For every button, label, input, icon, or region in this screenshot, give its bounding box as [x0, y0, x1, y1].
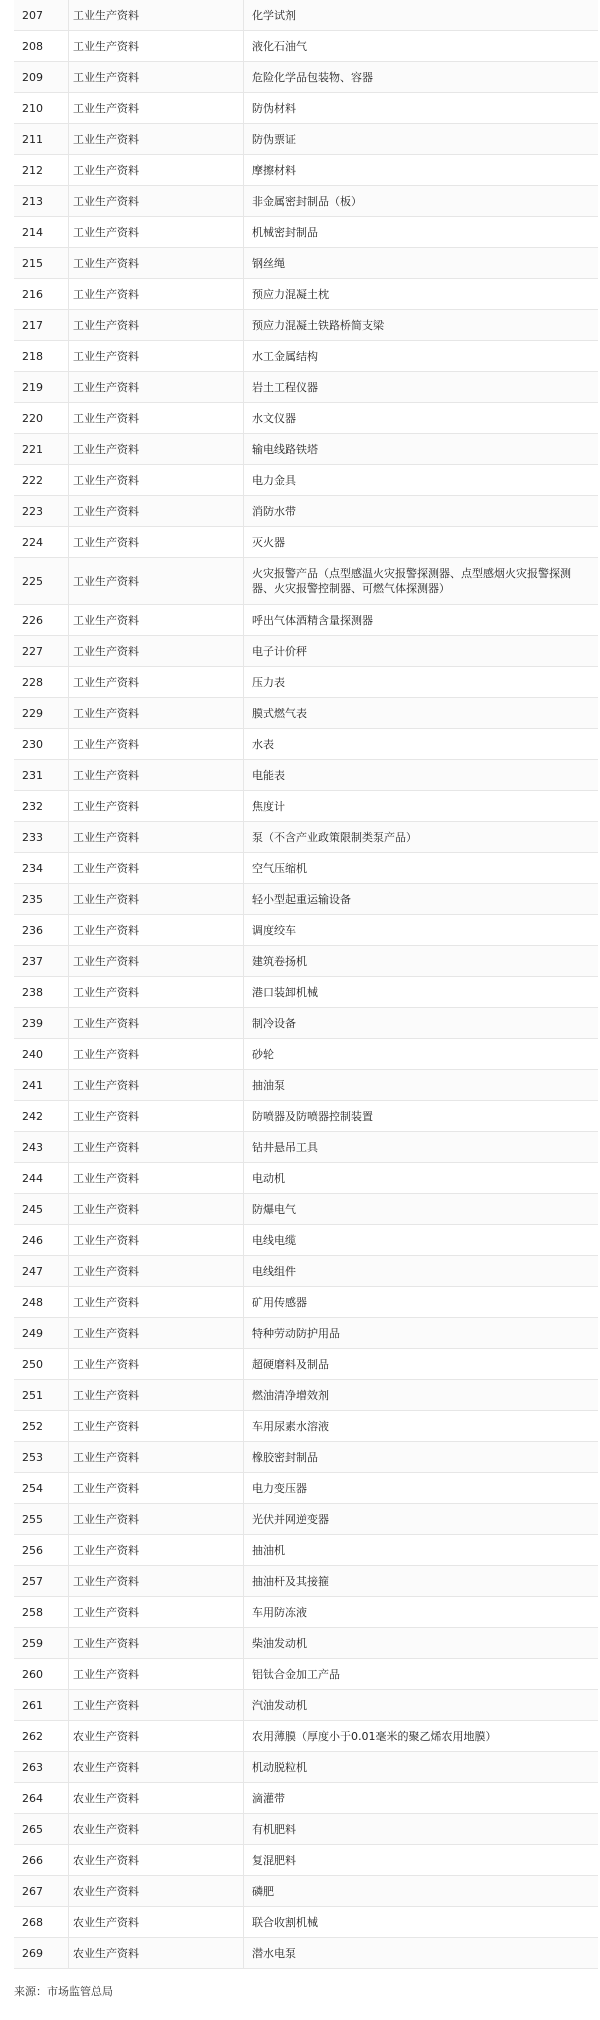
row-number: 222 [14, 465, 69, 495]
row-product-name: 燃油清净增效剂 [252, 1388, 329, 1402]
table-row [14, 1070, 598, 1101]
row-category: 工业生产资料 [69, 1287, 244, 1317]
row-number: 252 [14, 1411, 69, 1441]
table-row [14, 1845, 598, 1876]
table-row [14, 1039, 598, 1070]
row-number: 236 [14, 915, 69, 945]
row-product-name: 空气压缩机 [252, 861, 307, 875]
table-row [14, 434, 598, 465]
row-number: 214 [14, 217, 69, 247]
row-product-name: 橡胶密封制品 [252, 1450, 318, 1464]
row-number: 219 [14, 372, 69, 402]
table-row [14, 465, 598, 496]
table-row [14, 853, 598, 884]
row-number: 261 [14, 1690, 69, 1720]
row-product-name: 非金属密封制品（板） [252, 194, 362, 208]
row-category: 农业生产资料 [69, 1721, 244, 1751]
row-category: 工业生产资料 [69, 1256, 244, 1286]
row-number: 262 [14, 1721, 69, 1751]
table-row [14, 217, 598, 248]
row-number: 239 [14, 1008, 69, 1038]
table-row [14, 372, 598, 403]
row-number: 237 [14, 946, 69, 976]
row-category: 工业生产资料 [69, 822, 244, 852]
row-product-name: 制冷设备 [252, 1016, 296, 1030]
row-product-name: 预应力混凝土枕 [252, 287, 329, 301]
row-product-name: 有机肥料 [252, 1822, 296, 1836]
table-row [14, 1814, 598, 1845]
row-category: 工业生产资料 [69, 155, 244, 185]
row-product-name: 化学试剂 [252, 8, 296, 22]
row-number: 220 [14, 403, 69, 433]
row-category: 工业生产资料 [69, 1008, 244, 1038]
row-category: 工业生产资料 [69, 558, 244, 604]
table-row [14, 1132, 598, 1163]
row-number: 264 [14, 1783, 69, 1813]
row-product-name: 机动脱粒机 [252, 1760, 307, 1774]
row-category: 工业生产资料 [69, 62, 244, 92]
row-product-name: 潜水电泵 [252, 1946, 296, 1960]
row-product-name: 建筑卷扬机 [252, 954, 307, 968]
row-number: 211 [14, 124, 69, 154]
row-product-name: 预应力混凝土铁路桥简支梁 [252, 318, 384, 332]
row-number: 258 [14, 1597, 69, 1627]
row-category: 工业生产资料 [69, 1318, 244, 1348]
table-row [14, 822, 598, 853]
row-product-name: 铝钛合金加工产品 [252, 1667, 340, 1681]
row-product-name: 火灾报警产品（点型感温火灾报警探测器、点型感烟火灾报警探测器、火灾报警控制器、可燃气体探测器） [252, 567, 571, 595]
row-product-name: 防伪票证 [252, 132, 296, 146]
row-product-name: 岩土工程仪器 [252, 380, 318, 394]
row-product-name: 农用薄膜（厚度小于0.01毫米的聚乙烯农用地膜） [252, 1729, 497, 1743]
table-row [14, 1597, 598, 1628]
row-number: 243 [14, 1132, 69, 1162]
row-product-name: 联合收割机械 [252, 1915, 318, 1929]
row-product-name: 呼出气体酒精含量探测器 [252, 613, 373, 627]
row-number: 240 [14, 1039, 69, 1069]
row-number: 249 [14, 1318, 69, 1348]
row-number: 235 [14, 884, 69, 914]
row-category: 农业生产资料 [69, 1907, 244, 1937]
table-row [14, 667, 598, 698]
row-product-name: 抽油机 [252, 1543, 285, 1557]
row-category: 工业生产资料 [69, 1690, 244, 1720]
table-row [14, 186, 598, 217]
row-category: 工业生产资料 [69, 1380, 244, 1410]
table-row [14, 62, 598, 93]
table-row [14, 1225, 598, 1256]
table-row [14, 946, 598, 977]
row-product-name: 汽油发动机 [252, 1698, 307, 1712]
table-row [14, 1690, 598, 1721]
table-row [14, 884, 598, 915]
row-category: 工业生产资料 [69, 527, 244, 557]
row-product-name: 电能表 [252, 768, 285, 782]
row-category: 工业生产资料 [69, 1597, 244, 1627]
row-category: 工业生产资料 [69, 636, 244, 666]
row-product-name: 压力表 [252, 675, 285, 689]
table-row [14, 1008, 598, 1039]
row-product-name: 机械密封制品 [252, 225, 318, 239]
row-number: 223 [14, 496, 69, 526]
row-category: 工业生产资料 [69, 341, 244, 371]
row-product-name: 防喷器及防喷器控制装置 [252, 1109, 373, 1123]
row-category: 农业生产资料 [69, 1783, 244, 1813]
table-row [14, 1628, 598, 1659]
row-product-name: 焦度计 [252, 799, 285, 813]
row-category: 农业生产资料 [69, 1845, 244, 1875]
table-row [14, 341, 598, 372]
row-number: 208 [14, 31, 69, 61]
table-row [14, 155, 598, 186]
row-category: 工业生产资料 [69, 1628, 244, 1658]
row-product-name: 抽油杆及其接箍 [252, 1574, 329, 1588]
row-category: 工业生产资料 [69, 217, 244, 247]
row-category: 工业生产资料 [69, 946, 244, 976]
row-number: 256 [14, 1535, 69, 1565]
row-category: 工业生产资料 [69, 1566, 244, 1596]
row-product-name: 防伪材料 [252, 101, 296, 115]
row-number: 209 [14, 62, 69, 92]
table-row [14, 977, 598, 1008]
row-number: 246 [14, 1225, 69, 1255]
row-category: 工业生产资料 [69, 403, 244, 433]
row-category: 工业生产资料 [69, 372, 244, 402]
row-number: 210 [14, 93, 69, 123]
row-number: 265 [14, 1814, 69, 1844]
table-row [14, 1473, 598, 1504]
row-product-name: 港口装卸机械 [252, 985, 318, 999]
table-row [14, 760, 598, 791]
table-row [14, 279, 598, 310]
row-product-name: 灭火器 [252, 535, 285, 549]
row-product-name: 钻井悬吊工具 [252, 1140, 318, 1154]
row-category: 农业生产资料 [69, 1752, 244, 1782]
row-category: 工业生产资料 [69, 1659, 244, 1689]
row-category: 农业生产资料 [69, 1814, 244, 1844]
row-number: 260 [14, 1659, 69, 1689]
row-product-name: 水工金属结构 [252, 349, 318, 363]
row-number: 230 [14, 729, 69, 759]
table-row [14, 31, 598, 62]
row-category: 工业生产资料 [69, 1039, 244, 1069]
row-category: 工业生产资料 [69, 310, 244, 340]
row-number: 212 [14, 155, 69, 185]
table-row [14, 1194, 598, 1225]
row-number: 234 [14, 853, 69, 883]
row-number: 247 [14, 1256, 69, 1286]
row-number: 224 [14, 527, 69, 557]
table-row [14, 496, 598, 527]
row-category: 工业生产资料 [69, 1132, 244, 1162]
row-number: 221 [14, 434, 69, 464]
row-product-name: 摩擦材料 [252, 163, 296, 177]
row-number: 227 [14, 636, 69, 666]
table-row [14, 1907, 598, 1938]
row-category: 工业生产资料 [69, 977, 244, 1007]
row-number: 259 [14, 1628, 69, 1658]
row-product-name: 危险化学品包装物、容器 [252, 70, 373, 84]
table-row [14, 729, 598, 760]
row-number: 250 [14, 1349, 69, 1379]
table-row [14, 1380, 598, 1411]
row-number: 263 [14, 1752, 69, 1782]
table-row [14, 1442, 598, 1473]
row-category: 工业生产资料 [69, 93, 244, 123]
table-row [14, 1318, 598, 1349]
row-number: 229 [14, 698, 69, 728]
table-row [14, 310, 598, 341]
row-category: 工业生产资料 [69, 698, 244, 728]
row-category: 工业生产资料 [69, 884, 244, 914]
row-product-name: 电线电缆 [252, 1233, 296, 1247]
table-row [14, 915, 598, 946]
table-row [14, 1349, 598, 1380]
table-row [14, 558, 598, 605]
row-category: 农业生产资料 [69, 1938, 244, 1968]
row-number: 244 [14, 1163, 69, 1193]
row-number: 232 [14, 791, 69, 821]
row-category: 工业生产资料 [69, 667, 244, 697]
row-product-name: 电力变压器 [252, 1481, 307, 1495]
row-category: 工业生产资料 [69, 1349, 244, 1379]
row-product-name: 超硬磨料及制品 [252, 1357, 329, 1371]
row-number: 228 [14, 667, 69, 697]
row-number: 207 [14, 0, 69, 30]
row-number: 248 [14, 1287, 69, 1317]
row-category: 工业生产资料 [69, 1535, 244, 1565]
table-row [14, 605, 598, 636]
row-category: 工业生产资料 [69, 729, 244, 759]
table-row [14, 124, 598, 155]
row-category: 工业生产资料 [69, 465, 244, 495]
row-product-name: 电子计价秤 [252, 644, 307, 658]
row-product-name: 防爆电气 [252, 1202, 296, 1216]
row-product-name: 轻小型起重运输设备 [252, 892, 351, 906]
row-category: 农业生产资料 [69, 1876, 244, 1906]
table-row [14, 93, 598, 124]
table-row [14, 1411, 598, 1442]
row-product-name: 车用尿素水溶液 [252, 1419, 329, 1433]
row-category: 工业生产资料 [69, 124, 244, 154]
row-category: 工业生产资料 [69, 279, 244, 309]
table-row [14, 1876, 598, 1907]
table-row [14, 1504, 598, 1535]
row-category: 工业生产资料 [69, 1504, 244, 1534]
row-product-name: 复混肥料 [252, 1853, 296, 1867]
row-product-name: 水文仪器 [252, 411, 296, 425]
row-number: 213 [14, 186, 69, 216]
row-number: 218 [14, 341, 69, 371]
row-category: 工业生产资料 [69, 434, 244, 464]
product-table [14, 0, 598, 1969]
row-product-name: 钢丝绳 [252, 256, 285, 270]
table-row [14, 1287, 598, 1318]
row-number: 254 [14, 1473, 69, 1503]
row-product-name: 电力金具 [252, 473, 296, 487]
table-row [14, 1101, 598, 1132]
row-number: 216 [14, 279, 69, 309]
row-category: 工业生产资料 [69, 605, 244, 635]
row-product-name: 磷肥 [252, 1884, 274, 1898]
row-number: 266 [14, 1845, 69, 1875]
row-number: 242 [14, 1101, 69, 1131]
row-category: 工业生产资料 [69, 760, 244, 790]
row-number: 245 [14, 1194, 69, 1224]
row-category: 工业生产资料 [69, 1442, 244, 1472]
row-category: 工业生产资料 [69, 915, 244, 945]
table-row [14, 1752, 598, 1783]
table-row [14, 1721, 598, 1752]
row-product-name: 特种劳动防护用品 [252, 1326, 340, 1340]
row-number: 268 [14, 1907, 69, 1937]
row-number: 241 [14, 1070, 69, 1100]
table-row [14, 1163, 598, 1194]
row-category: 工业生产资料 [69, 1411, 244, 1441]
row-product-name: 液化石油气 [252, 39, 307, 53]
row-product-name: 柴油发动机 [252, 1636, 307, 1650]
row-category: 工业生产资料 [69, 1473, 244, 1503]
row-category: 工业生产资料 [69, 186, 244, 216]
row-category: 工业生产资料 [69, 248, 244, 278]
table-row [14, 636, 598, 667]
row-number: 269 [14, 1938, 69, 1968]
row-product-name: 泵（不含产业政策限制类泵产品） [252, 830, 417, 844]
row-category: 工业生产资料 [69, 853, 244, 883]
row-category: 工业生产资料 [69, 496, 244, 526]
table-row [14, 1783, 598, 1814]
row-number: 253 [14, 1442, 69, 1472]
row-product-name: 消防水带 [252, 504, 296, 518]
source-note: 来源：市场监管总局 [14, 1985, 113, 1998]
table-row [14, 0, 598, 31]
row-product-name: 电动机 [252, 1171, 285, 1185]
table-row [14, 1938, 598, 1969]
row-category: 工业生产资料 [69, 1070, 244, 1100]
row-number: 217 [14, 310, 69, 340]
row-product-name: 砂轮 [252, 1047, 274, 1061]
row-product-name: 滴灌带 [252, 1791, 285, 1805]
row-product-name: 水表 [252, 737, 274, 751]
table-row [14, 527, 598, 558]
row-category: 工业生产资料 [69, 1163, 244, 1193]
row-number: 255 [14, 1504, 69, 1534]
row-number: 231 [14, 760, 69, 790]
row-number: 251 [14, 1380, 69, 1410]
row-number: 257 [14, 1566, 69, 1596]
row-product-name: 输电线路铁塔 [252, 442, 318, 456]
table-row [14, 1256, 598, 1287]
table-row [14, 1566, 598, 1597]
row-product-name: 矿用传感器 [252, 1295, 307, 1309]
row-product-name: 车用防冻液 [252, 1605, 307, 1619]
row-number: 215 [14, 248, 69, 278]
table-row [14, 698, 598, 729]
table-row [14, 403, 598, 434]
row-product-name: 光伏并网逆变器 [252, 1512, 329, 1526]
row-product-name: 电线组件 [252, 1264, 296, 1278]
row-category: 工业生产资料 [69, 1194, 244, 1224]
table-row [14, 248, 598, 279]
row-category: 工业生产资料 [69, 791, 244, 821]
row-product-name: 膜式燃气表 [252, 706, 307, 720]
table-row [14, 791, 598, 822]
row-category: 工业生产资料 [69, 0, 244, 30]
table-row [14, 1659, 598, 1690]
table-row [14, 1535, 598, 1566]
row-category: 工业生产资料 [69, 1225, 244, 1255]
row-number: 225 [14, 558, 69, 604]
row-number: 267 [14, 1876, 69, 1906]
row-number: 233 [14, 822, 69, 852]
row-number: 238 [14, 977, 69, 1007]
row-category: 工业生产资料 [69, 1101, 244, 1131]
row-product-name: 调度绞车 [252, 923, 296, 937]
row-product-name: 抽油泵 [252, 1078, 285, 1092]
row-category: 工业生产资料 [69, 31, 244, 61]
row-number: 226 [14, 605, 69, 635]
